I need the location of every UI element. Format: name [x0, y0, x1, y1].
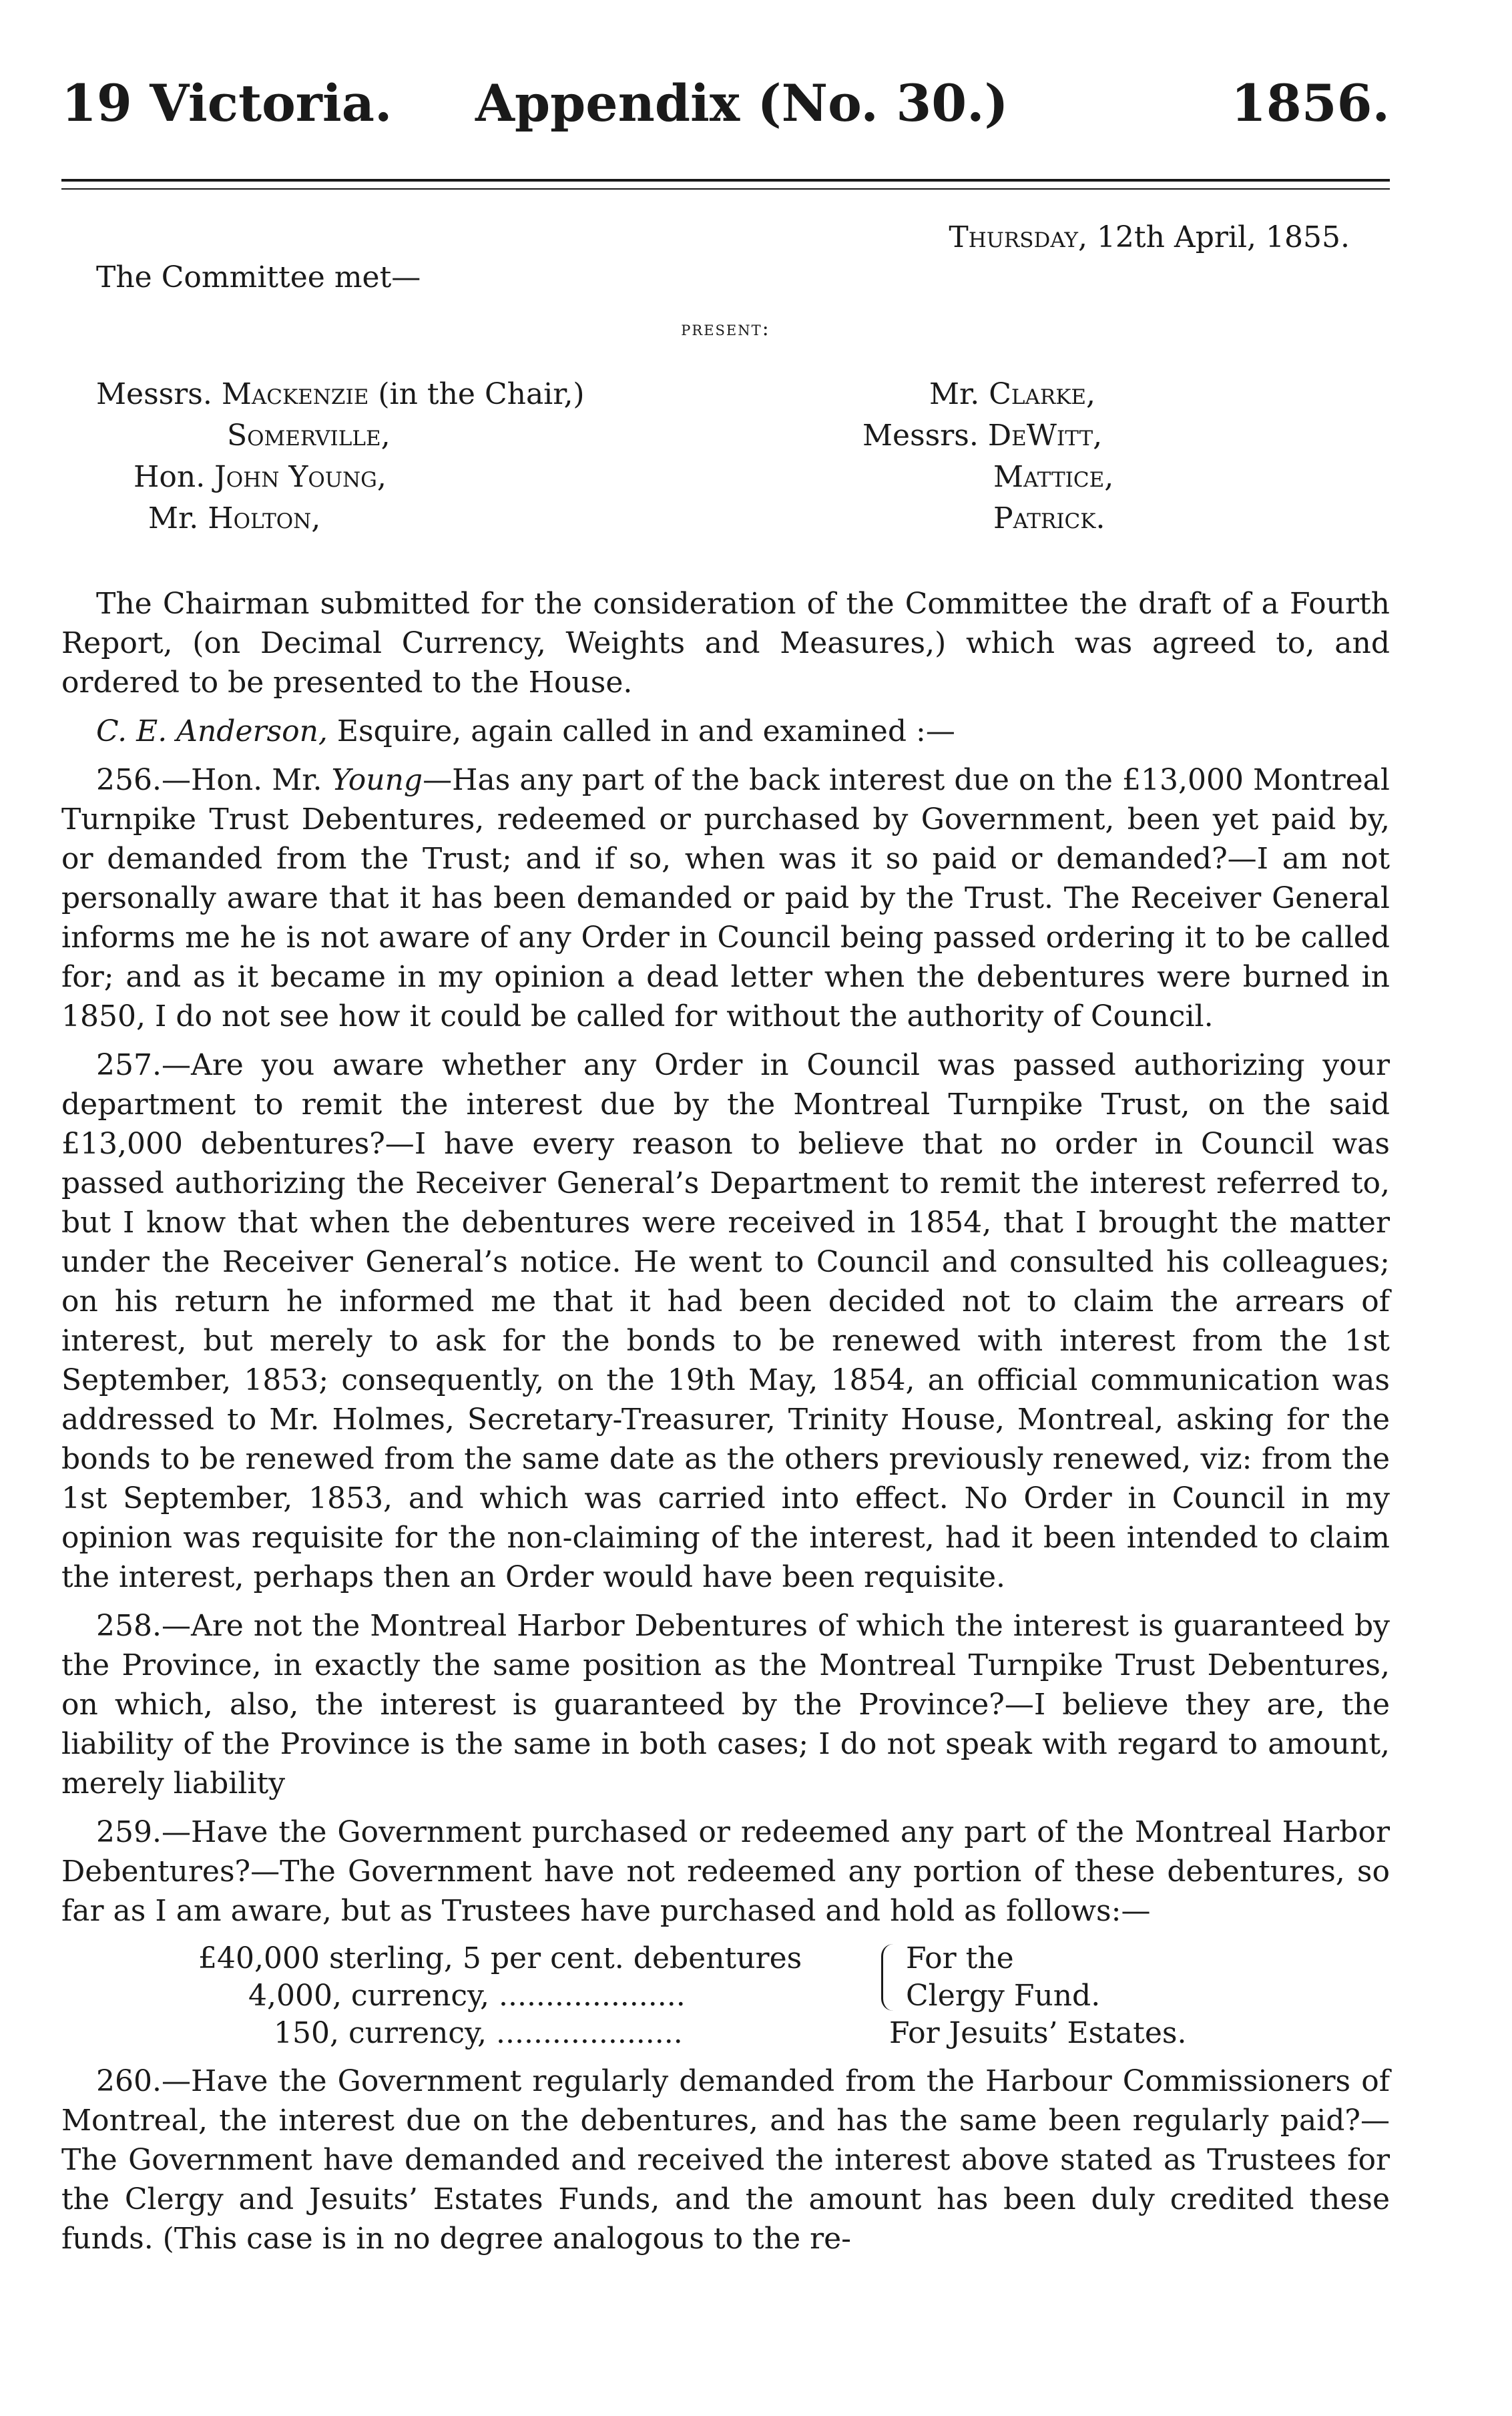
document-page — [61, 0, 1390, 2416]
header-appendix: Appendix (No. 30.) — [475, 73, 1009, 133]
member-name: DeWitt — [987, 419, 1093, 453]
member-line: Hon. John Young, — [134, 460, 387, 494]
holding-amount: 150, currency, .................... — [274, 2016, 683, 2050]
member-name: Patrick — [993, 501, 1096, 535]
member-name: Clarke — [989, 377, 1087, 411]
member-line: Mattice, — [993, 460, 1114, 494]
header-rule-thick — [61, 179, 1390, 182]
holdings-row — [61, 1940, 1390, 1977]
witness-called: C. E. Anderson, Esquire, again called in and examined :— — [96, 714, 955, 748]
holdings-table — [61, 1940, 1390, 2052]
member-name: John Young — [214, 460, 377, 494]
member-line: Messrs. DeWitt, — [862, 419, 1103, 453]
member-line: Somerville, — [227, 419, 391, 453]
member-line: Patrick. — [993, 501, 1105, 535]
question-260: 260.—Have the Government regularly demanded from the Harbour Commissioners of Montreal, the interest due on the debentures, and has the same been regularly paid?—The Government have demanded and received the interest above stated as Trustees for the Clergy and Jesuits’ Estates Funds, and the amount has been duly credited these funds. (This case is in no degree analogous to the re- — [61, 2064, 1390, 2256]
question-257: 257.—Are you aware whether any Order in Council was passed authorizing your department to remit the interest due by the Montreal Turnpike Trust, on the said £13,000 debentures?—I have every reason to believe that no order in Council was passed authorizing the Receiver General’s Department to remit the interest referred to, but I know that when the debentures were received in 1854, that I brought the matter under the Receiver General’s notice. He went to Council and consulted his colleagues; on his return he informed me that it had been decided not to claim the arrears of interest, but merely to ask for the bonds to be renewed with interest from the 1st September, 1853; consequently, on the 19th May, 1854, an official communication was addressed to Mr. Holmes, Secretary-Treasurer, Trinity House, Montreal, asking for the bonds to be renewed from the same date as the others previously renewed, viz: from the 1st September, 1853, and which was carried into effect. No Order in Council in my opinion was requisite for the non-claiming of the interest, had it been intended to claim the interest, perhaps then an Order would have been requisite. — [61, 1048, 1390, 1594]
members-right-column — [862, 374, 1330, 539]
meeting-date — [949, 220, 1350, 254]
report-paragraph: The Chairman submitted for the consideration of the Committee the draft of a Fourth Report, (on Decimal Currency, Weights and Measures,) which was agreed to, and ordered to be presented to the House. — [61, 587, 1390, 700]
minutes-body — [61, 584, 1390, 2268]
header-session: 19 Victoria. — [61, 73, 393, 133]
holding-note: Clergy Fund. — [906, 1979, 1101, 2013]
member-name: Holton — [208, 501, 312, 535]
holdings-row — [61, 2015, 1390, 2052]
member-line: Mr. Clarke, — [929, 377, 1096, 411]
committee-met: The Committee met— — [96, 260, 421, 294]
holding-amount: 4,000, currency, .................... — [248, 1979, 686, 2013]
member-name: Mattice — [993, 460, 1105, 494]
member-line: Messrs. Mackenzie (in the Chair,) — [96, 377, 585, 411]
holding-amount: £40,000 sterling, 5 per cent. debentures — [198, 1941, 802, 1975]
running-head — [61, 73, 1390, 140]
holdings-row — [61, 1977, 1390, 2015]
question-259: 259.—Have the Government purchased or redeemed any part of the Montreal Harbor Debentures?—The Government have not redeemed any portion of these debentures, so far as I am aware, but as Trustees have purchased and hold as follows:— — [61, 1815, 1390, 1928]
witness-name: C. E. Anderson, — [96, 714, 328, 748]
holding-note: For the — [906, 1941, 1014, 1975]
member-name: Somerville — [227, 419, 381, 453]
question-256: 256.—Hon. Mr. Young—Has any part of the back interest due on the £13,000 Montreal Turnpike Trust Debentures, redeemed or purchased by Government, been yet paid by, or demanded from the Trust; and if so, when was it so paid or demanded?—I am not personally aware that it has been demanded or paid by the Trust. The Receiver General informs me he is not aware of any Order in Council being passed ordering it to be called for; and as it became in my opinion a dead letter when the debentures were burned in 1850, I do not see how it could be called for without the authority of Council. — [61, 763, 1390, 1033]
holding-note: For Jesuits’ Estates. — [889, 2016, 1187, 2050]
questioner-name: Young — [331, 763, 423, 797]
meeting-date-rest: 12th April, 1855. — [1087, 220, 1350, 254]
present-label: present: — [681, 317, 770, 340]
header-year: 1856. — [1231, 73, 1390, 133]
meeting-weekday: Thursday, — [949, 220, 1087, 254]
members-left-column — [96, 374, 697, 539]
header-rule-thin — [61, 188, 1390, 190]
question-258: 258.—Are not the Montreal Harbor Debentures of which the interest is guaranteed by the Province, in exactly the same position as the Montreal Turnpike Trust Debentures, on which, also, the interest is guaranteed by the Province?—I believe they are, the liability of the Province is the same in both cases; I do not speak with regard to amount, merely liability — [61, 1609, 1390, 1800]
member-name: Mackenzie — [221, 377, 369, 411]
member-line: Mr. Holton, — [148, 501, 321, 535]
